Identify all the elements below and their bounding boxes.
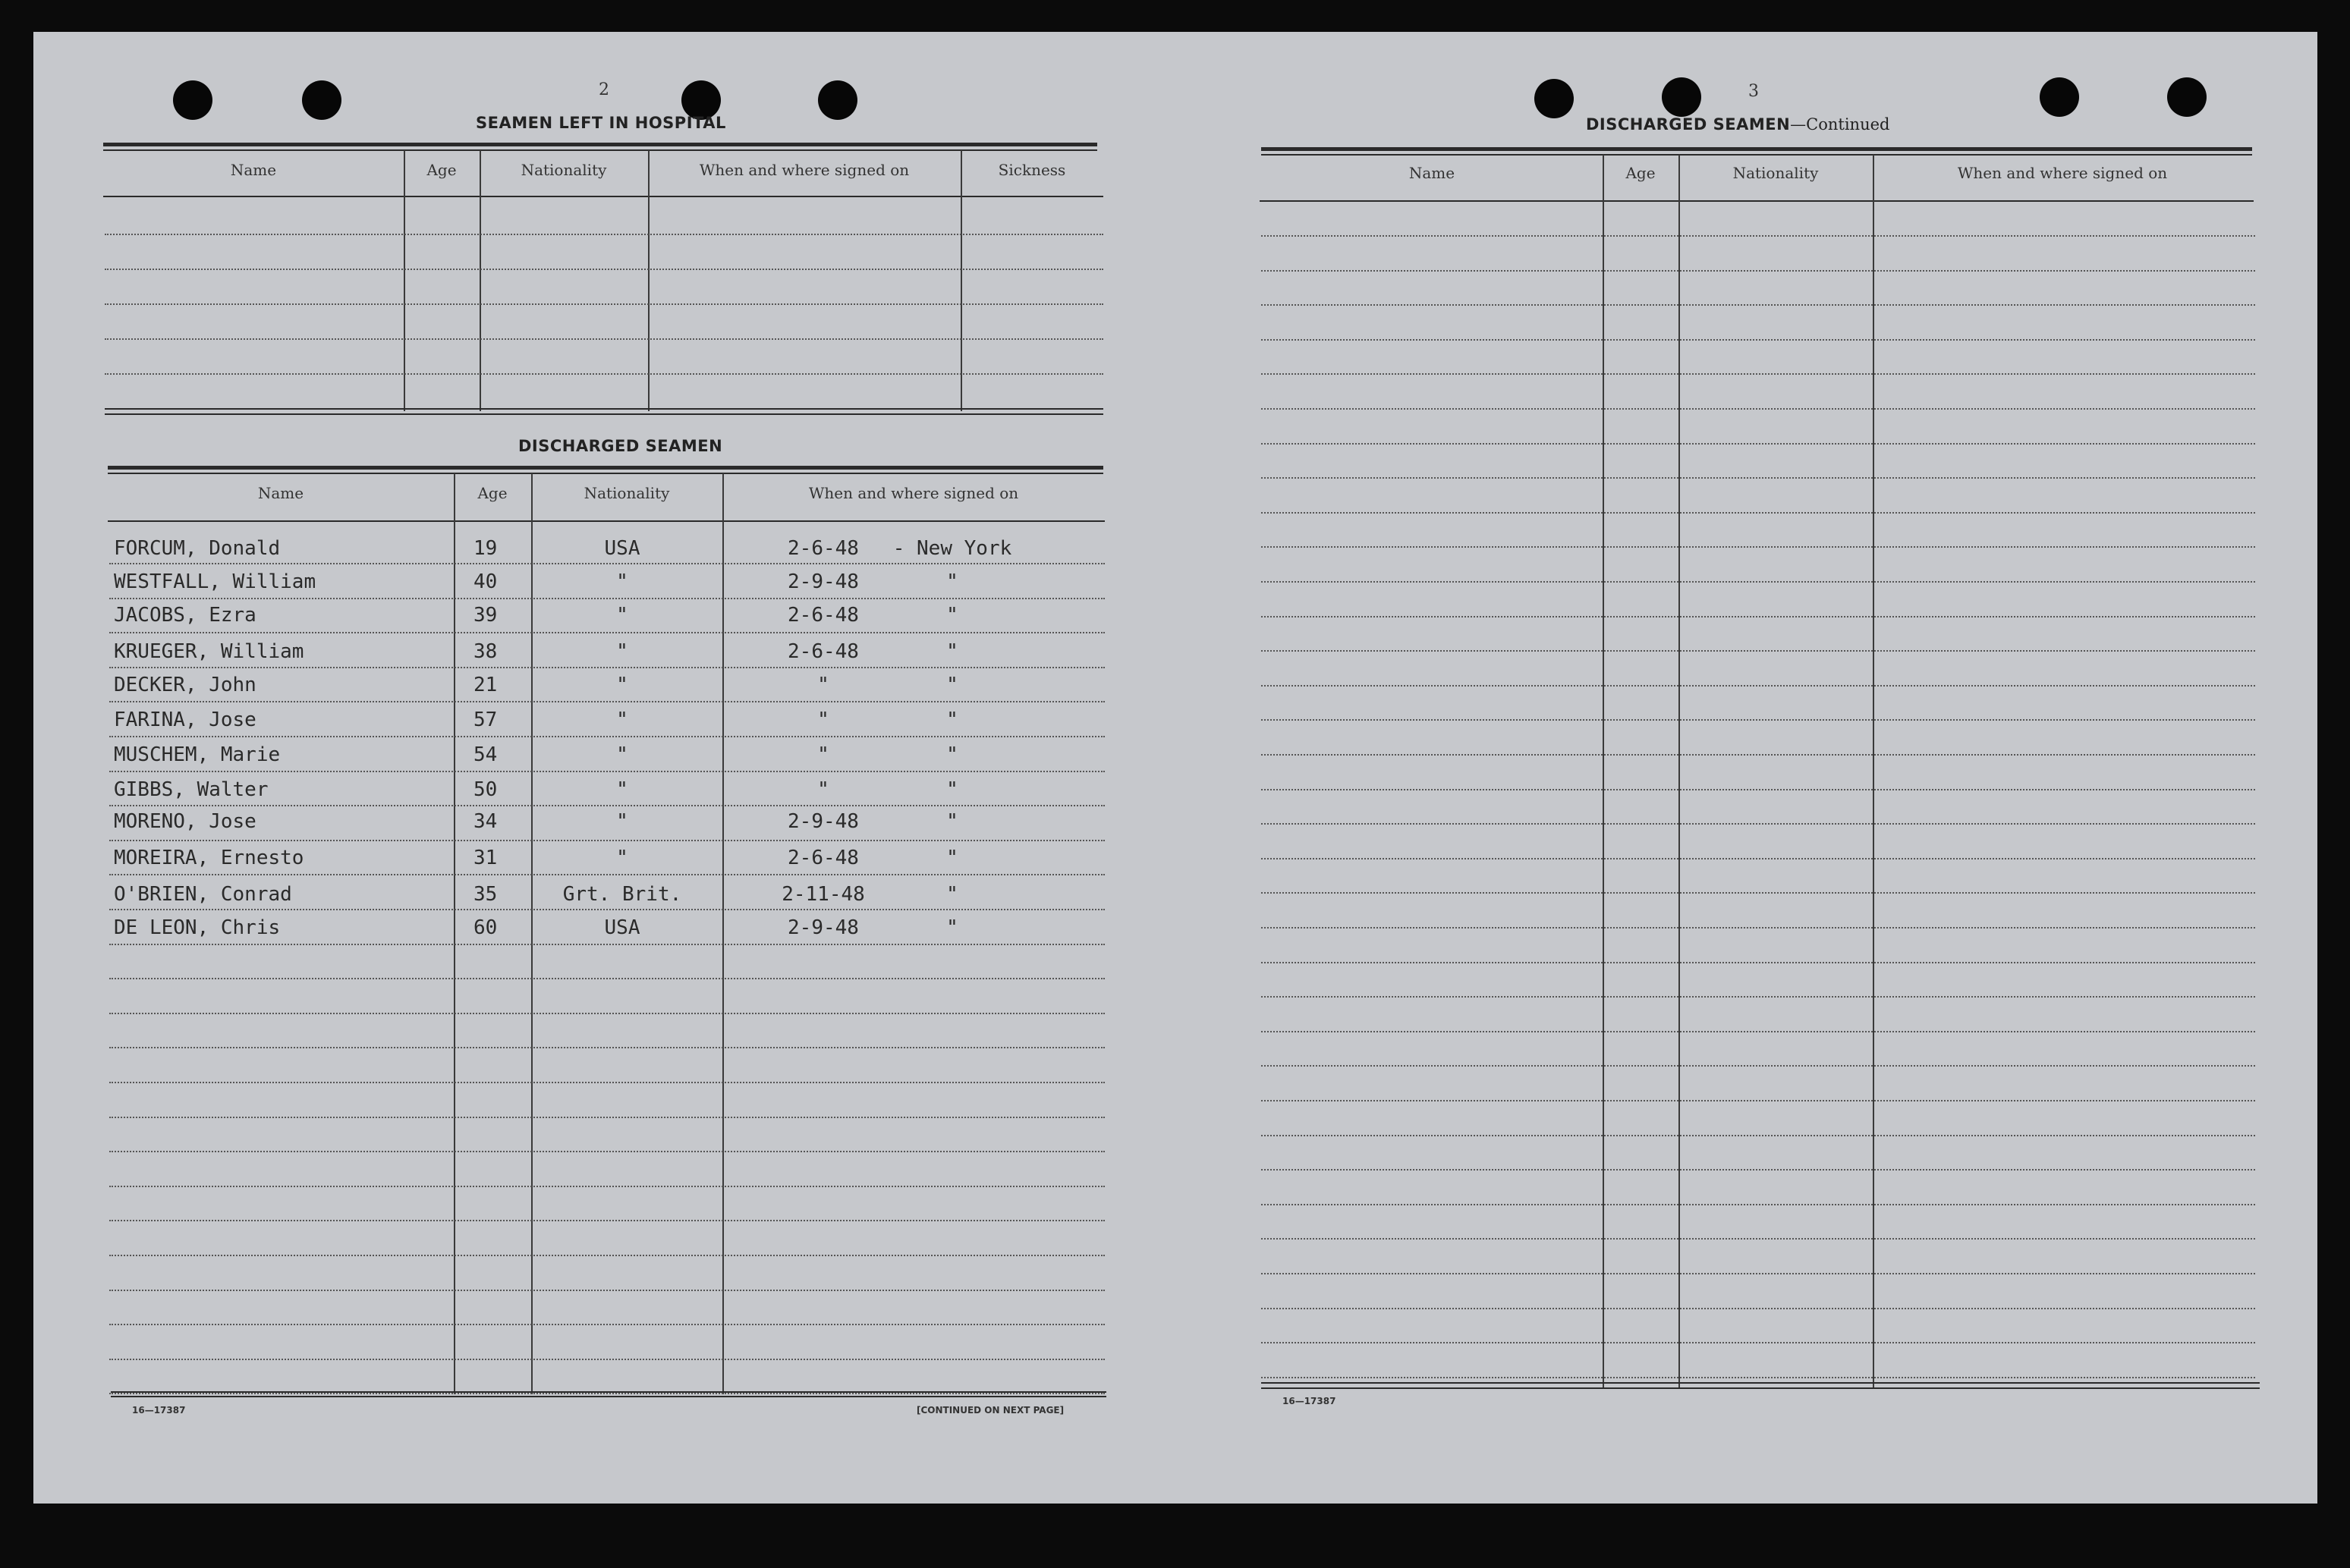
punch-hole: [302, 80, 341, 120]
entry-row-line: [109, 1117, 1105, 1118]
hospital-bottom-rule: [105, 408, 1103, 410]
discharged-bottom-rule: [111, 1396, 1106, 1397]
entry-row-line: [109, 1220, 1105, 1221]
entry-row-line: [1261, 962, 2255, 963]
entry-row-line: [1261, 1308, 2255, 1309]
continued-col-header: When and where signed on: [1957, 164, 2168, 182]
entry-row-line: [105, 234, 1103, 235]
signed-on-date: ": [817, 778, 829, 801]
entry-row-line: [109, 978, 1105, 979]
signed-on-place: ": [946, 847, 958, 869]
seaman-name: WESTFALL, William: [114, 570, 316, 593]
seaman-age: 57: [473, 709, 498, 731]
signed-on-place: ": [946, 778, 958, 801]
signed-on-date: 2-9-48: [788, 570, 859, 593]
entry-row-line: [105, 269, 1103, 270]
entry-row-line: [1261, 754, 2255, 756]
seaman-age: 19: [473, 537, 498, 560]
entry-row-line: [109, 1013, 1105, 1014]
seaman-name: MORENO, Jose: [114, 810, 256, 833]
seaman-nationality: ": [616, 743, 628, 766]
hospital-col-header: Name: [230, 161, 277, 179]
seaman-name: DE LEON, Chris: [114, 916, 281, 939]
entry-row-line: [109, 1047, 1105, 1048]
entry-row-line: [109, 1151, 1105, 1152]
entry-row-line: [1261, 1238, 2255, 1240]
discharged-col-header: Age: [477, 484, 508, 502]
seaman-age: 31: [473, 847, 498, 869]
hospital-col-header: Nationality: [521, 161, 607, 179]
entry-row-line: [1261, 789, 2255, 790]
entry-row-line: [1261, 858, 2255, 859]
signed-on-date: 2-6-48: [788, 604, 859, 627]
signed-on-place: ": [946, 674, 958, 696]
entry-row-line: [1261, 339, 2255, 341]
discharged-top-rule: [108, 466, 1103, 470]
signed-on-date: 2-9-48: [788, 916, 859, 939]
seaman-name: DECKER, John: [114, 674, 256, 696]
signed-on-place: - New York: [892, 537, 1012, 560]
column-divider: [480, 150, 481, 411]
signed-on-date: 2-11-48: [782, 883, 865, 906]
seaman-age: 50: [473, 778, 498, 801]
entry-row-line: [109, 736, 1105, 737]
continued-header-rule: [1260, 200, 2254, 202]
entry-row-line: [1261, 1065, 2255, 1067]
seaman-nationality: ": [616, 570, 628, 593]
entry-row-line: [109, 909, 1105, 910]
entry-row-line: [109, 563, 1105, 564]
entry-row-line: [109, 701, 1105, 702]
entry-row-line: [1261, 616, 2255, 617]
entry-row-line: [1261, 1100, 2255, 1101]
entry-row-line: [1261, 719, 2255, 721]
entry-row-line: [1261, 304, 2255, 306]
entry-row-line: [109, 598, 1105, 599]
continued-col-header: Name: [1408, 164, 1455, 182]
seaman-nationality: ": [616, 847, 628, 869]
seaman-name: MOREIRA, Ernesto: [114, 847, 304, 869]
entry-row-line: [1261, 443, 2255, 445]
punch-hole: [173, 80, 212, 120]
hospital-col-header: Sickness: [998, 161, 1066, 179]
entry-row-line: [109, 1324, 1105, 1325]
signed-on-date: ": [817, 743, 829, 766]
continued-title-suffix: —Continued: [1790, 115, 1890, 134]
seaman-name: KRUEGER, William: [114, 640, 304, 663]
seaman-age: 60: [473, 916, 498, 939]
entry-row-line: [1261, 270, 2255, 272]
seaman-name: FORCUM, Donald: [114, 537, 281, 560]
entry-row-line: [109, 1186, 1105, 1187]
signed-on-place: ": [946, 709, 958, 731]
discharged-header-rule: [108, 520, 1105, 522]
entry-row-line: [109, 944, 1105, 945]
signed-on-place: ": [946, 604, 958, 627]
continued-title-main: DISCHARGED SEAMEN: [1586, 115, 1791, 134]
signed-on-place: ": [946, 570, 958, 593]
entry-row-line: [1261, 892, 2255, 894]
signed-on-date: 2-6-48: [788, 847, 859, 869]
punch-hole: [1534, 79, 1574, 118]
seaman-nationality: ": [616, 709, 628, 731]
entry-row-line: [1261, 1169, 2255, 1171]
entry-row-line: [1261, 477, 2255, 479]
continued-top-rule: [1261, 147, 2252, 151]
entry-row-line: [1261, 373, 2255, 375]
hospital-top-rule: [103, 149, 1097, 151]
continued-bottom-rule: [1261, 1382, 2260, 1384]
hospital-top-rule: [103, 143, 1097, 146]
entry-row-line: [109, 1255, 1105, 1256]
seaman-name: FARINA, Jose: [114, 709, 256, 731]
seaman-age: 40: [473, 570, 498, 593]
seaman-nationality: Grt. Brit.: [562, 883, 682, 906]
continued-section-title: [1586, 115, 1889, 134]
entry-row-line: [1261, 512, 2255, 514]
form-code-right: 16—17387: [1282, 1396, 1336, 1406]
continued-col-header: Age: [1625, 164, 1656, 182]
entry-row-line: [1261, 408, 2255, 410]
signed-on-place: ": [946, 883, 958, 906]
signed-on-date: ": [817, 709, 829, 731]
entry-row-line: [109, 632, 1105, 633]
seaman-nationality: USA: [604, 916, 640, 939]
punch-hole: [2040, 77, 2079, 117]
continued-top-rule: [1261, 154, 2252, 156]
seaman-age: 38: [473, 640, 498, 663]
entry-row-line: [1261, 1204, 2255, 1205]
discharged-col-header: Name: [257, 484, 304, 502]
column-divider: [961, 150, 962, 411]
seaman-age: 34: [473, 810, 498, 833]
hospital-bottom-rule: [105, 413, 1103, 415]
entry-row-line: [1261, 1377, 2255, 1378]
seaman-nationality: USA: [604, 537, 640, 560]
seaman-age: 35: [473, 883, 498, 906]
seaman-nationality: ": [616, 674, 628, 696]
entry-row-line: [109, 667, 1105, 668]
seaman-name: O'BRIEN, Conrad: [114, 883, 292, 906]
entry-row-line: [105, 303, 1103, 305]
seaman-age: 54: [473, 743, 498, 766]
entry-row-line: [109, 805, 1105, 806]
entry-row-line: [1261, 1273, 2255, 1274]
signed-on-date: 2-6-48: [788, 640, 859, 663]
entry-row-line: [1261, 823, 2255, 825]
punch-hole: [1662, 77, 1701, 117]
entry-row-line: [109, 771, 1105, 772]
entry-row-line: [1261, 235, 2255, 237]
continued-note: [CONTINUED ON NEXT PAGE]: [917, 1405, 1065, 1416]
seaman-name: JACOBS, Ezra: [114, 604, 256, 627]
entry-row-line: [1261, 581, 2255, 583]
entry-row-line: [1261, 1342, 2255, 1343]
discharged-section-title: DISCHARGED SEAMEN: [518, 437, 723, 455]
seaman-age: 21: [473, 674, 498, 696]
discharged-top-rule: [108, 473, 1103, 474]
entry-row-line: [1261, 1031, 2255, 1032]
seaman-nationality: ": [616, 810, 628, 833]
manifest-sheet: [33, 32, 2317, 1504]
entry-row-line: [1261, 685, 2255, 687]
column-divider: [404, 150, 405, 411]
signed-on-date: 2-6-48: [788, 537, 859, 560]
signed-on-place: ": [946, 743, 958, 766]
punch-hole: [2167, 77, 2207, 117]
form-code-left: 16—17387: [132, 1405, 186, 1416]
signed-on-place: ": [946, 916, 958, 939]
entry-row-line: [1261, 650, 2255, 652]
entry-row-line: [109, 1082, 1105, 1083]
continued-col-header: Nationality: [1732, 164, 1819, 182]
entry-row-line: [109, 1290, 1105, 1291]
entry-row-line: [1261, 996, 2255, 998]
hospital-header-rule: [103, 196, 1103, 197]
entry-row-line: [1261, 546, 2255, 548]
seaman-nationality: ": [616, 604, 628, 627]
signed-on-date: 2-9-48: [788, 810, 859, 833]
signed-on-place: ": [946, 640, 958, 663]
seaman-nationality: ": [616, 778, 628, 801]
column-divider: [648, 150, 650, 411]
entry-row-line: [1261, 1135, 2255, 1136]
hospital-section-title: SEAMEN LEFT IN HOSPITAL: [476, 114, 726, 132]
discharged-col-header: When and where signed on: [808, 484, 1019, 502]
entry-row-line: [105, 373, 1103, 375]
hospital-col-header: Age: [426, 161, 457, 179]
entry-row-line: [109, 840, 1105, 841]
continued-bottom-rule: [1261, 1387, 2260, 1389]
hospital-col-header: When and where signed on: [699, 161, 910, 179]
entry-row-line: [109, 874, 1105, 875]
discharged-col-header: Nationality: [584, 484, 670, 502]
entry-row-line: [109, 1393, 1105, 1394]
page-number-right: 3: [1748, 82, 1759, 101]
punch-hole: [818, 80, 857, 120]
page-number-left: 2: [599, 80, 609, 99]
entry-row-line: [105, 338, 1103, 340]
seaman-name: GIBBS, Walter: [114, 778, 269, 801]
seaman-age: 39: [473, 604, 498, 627]
entry-row-line: [1261, 927, 2255, 929]
seaman-nationality: ": [616, 640, 628, 663]
signed-on-place: ": [946, 810, 958, 833]
signed-on-date: ": [817, 674, 829, 696]
entry-row-line: [109, 1359, 1105, 1360]
discharged-bottom-rule: [111, 1391, 1106, 1393]
seaman-name: MUSCHEM, Marie: [114, 743, 281, 766]
